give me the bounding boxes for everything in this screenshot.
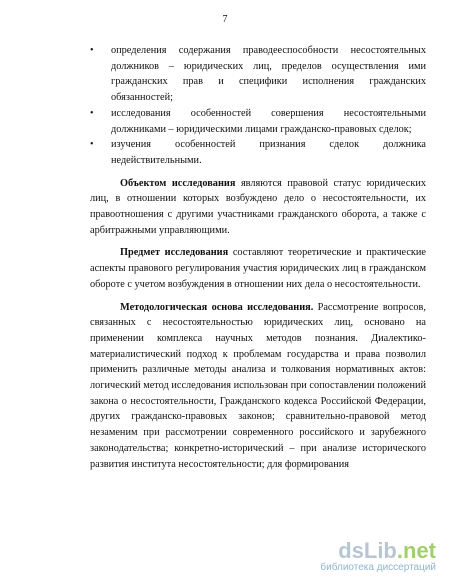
methodology-paragraph (90, 300, 426, 473)
bullet-item-1 (90, 43, 426, 106)
object-heading: Объектом исследования (120, 177, 236, 189)
subject-heading: Предмет исследования (120, 247, 229, 259)
bullet-text: определения содержания праводееспособности несостоятельных должников – юридических лиц, пределов осуществления ими гражданских прав и специфики исполнения гражданских обязанностей; (111, 45, 426, 104)
page-body (90, 43, 426, 472)
methodology-text: Рассмотрение вопросов, связанных с несостоятельностью юридических лиц, основано на применении комплекса научных методов познания. Диалектико-материалистический подход к проблемам государства и права позволил применить различные методы анализа и толкования нормативных актов: логический метод исследования использован при сопоставлении положений закона о несостоятельности, Гражданского кодекса Российской Федерации, других гражданско-правовых законов; сравнительно-правовой метод незаменим при рассмотрении современного российского и зарубежного законодательства; конкретно-исторический – при анализе исторического развития института несостоятельности; для формирования (90, 301, 426, 470)
bullet-dot-icon: • (90, 139, 94, 151)
bullet-dot-icon: • (90, 107, 94, 119)
bullet-text: исследования особенностей совершения несостоятельными должниками – юридическими лицами гражданско-правовых сделок; (111, 107, 426, 135)
watermark-subtitle: библиотека диссертаций (320, 562, 436, 573)
object-text: являются правовой статус юридических лиц, в отношении которых возбуждено дело о несостоятельности, их правоотношения с другими участниками гражданского оборота, а также с арбитражными управляющими. (90, 177, 426, 236)
watermark-logo: dsLib.net (338, 538, 436, 563)
subject-text: составляют теоретические и практические аспекты правового регулирования участия юридических лиц в гражданском обороте с учетом возбуждения в отношении них дела о несостоятельности. (90, 247, 426, 290)
subject-paragraph (90, 245, 426, 292)
methodology-heading: Методологическая основа исследования. (120, 301, 314, 313)
bullet-dot-icon: • (90, 45, 94, 56)
bullet-item-2 (90, 106, 426, 137)
page-number: 7 (222, 14, 228, 25)
watermark (320, 540, 436, 574)
bullet-text: изучения особенностей признания сделок должника недействительными. (111, 139, 426, 166)
object-paragraph (90, 176, 426, 239)
bullet-item-3 (90, 137, 426, 168)
